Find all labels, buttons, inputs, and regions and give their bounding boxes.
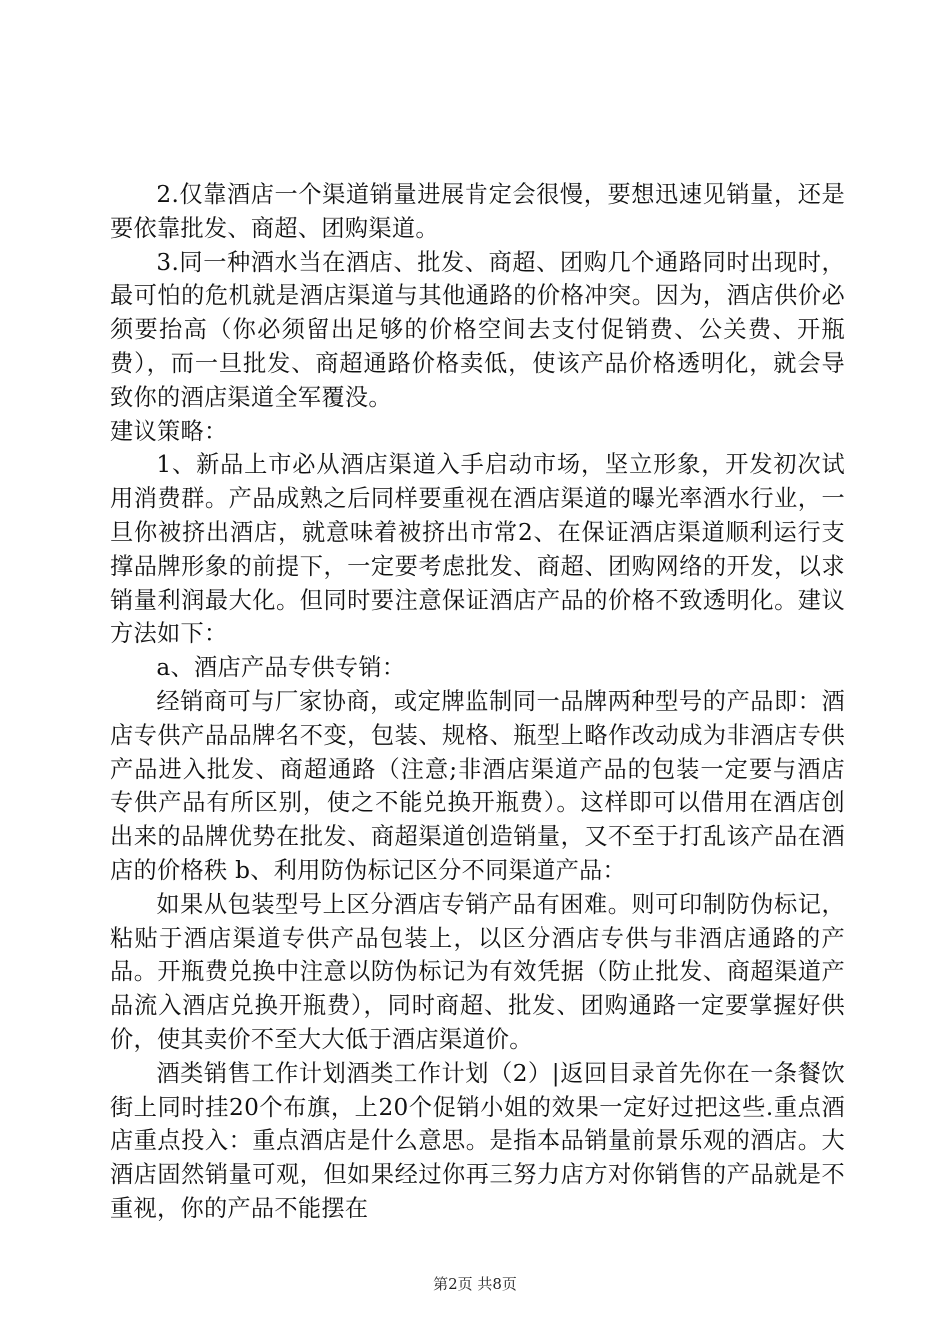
paragraph-method-a-body: 经销商可与厂家协商，或定牌监制同一品牌两种型号的产品即：酒店专供产品品牌名不变，包装、规格、瓶型上略作改动成为非酒店专供产品进入批发、商超通路（注意;非酒店渠道产品的包装一定要与酒店专供产品有所区别，使之不能兑换开瓶费）。这样即可以借用在酒店创出来的品牌优势在批发、商超渠道创造销量，又不至于打乱该产品在酒店的价格秩 b、利用防伪标记区分不同渠道产品： xyxy=(110,687,845,884)
paragraph-strategy-heading: 建议策略： xyxy=(110,417,228,445)
paragraph-point-3: 3.同一种酒水当在酒店、批发、商超、团购几个通路同时出现时，最可怕的危机就是酒店渠道与其他通路的价格冲突。因为，酒店供价必须要抬高（你必须留出足够的价格空间去支付促销费、公关费、开瓶费），而一旦批发、商超通路价格卖低，使该产品价格透明化，就会导致你的酒店渠道全军覆没。 xyxy=(110,248,845,411)
paragraph-method-b-body: 如果从包装型号上区分酒店专销产品有困难。则可印制防伪标记，粘贴于酒店渠道专供产品包装上，以区分酒店专供与非酒店通路的产品。开瓶费兑换中注意以防伪标记为有效凭据（防止批发、商超渠道产品流入酒店兑换开瓶费），同时商超、批发、团购通路一定要掌握好供价，使其卖价不至大大低于酒店渠道价。 xyxy=(110,890,845,1053)
paragraph-strategy-1: 1、新品上市必从酒店渠道入手启动市场，坚立形象，开发初次试用消费群。产品成熟之后同样要重视在酒店渠道的曝光率酒水行业，一旦你被挤出酒店，就意味着被挤出市常2、在保证酒店渠道顺利运行支撑品牌形象的前提下，一定要考虑批发、商超、团购网络的开发，以求销量利润最大化。但同时要注意保证酒店产品的价格不致透明化。建议方法如下： xyxy=(110,451,845,648)
paragraph-point-2: 2.仅靠酒店一个渠道销量进展肯定会很慢，要想迅速见销量，还是要依靠批发、商超、团购渠道。 xyxy=(110,181,845,242)
page-footer: 第2页 共8页 xyxy=(433,1275,517,1293)
paragraph-plan-2: 酒类销售工作计划酒类工作计划（2）|返回目录首先你在一条餐饮街上同时挂20个布旗，上20个促销小姐的效果一定好过把这些.重点酒店重点投入：重点酒店是什么意思。是指本品销量前景乐观的酒店。大酒店固然销量可观，但如果经过你再三努力店方对你销售的产品就是不重视，你的产品不能摆在 xyxy=(110,1059,845,1222)
document-body xyxy=(110,178,845,1226)
paragraph-method-a-heading: a、酒店产品专供专销： xyxy=(156,654,406,682)
